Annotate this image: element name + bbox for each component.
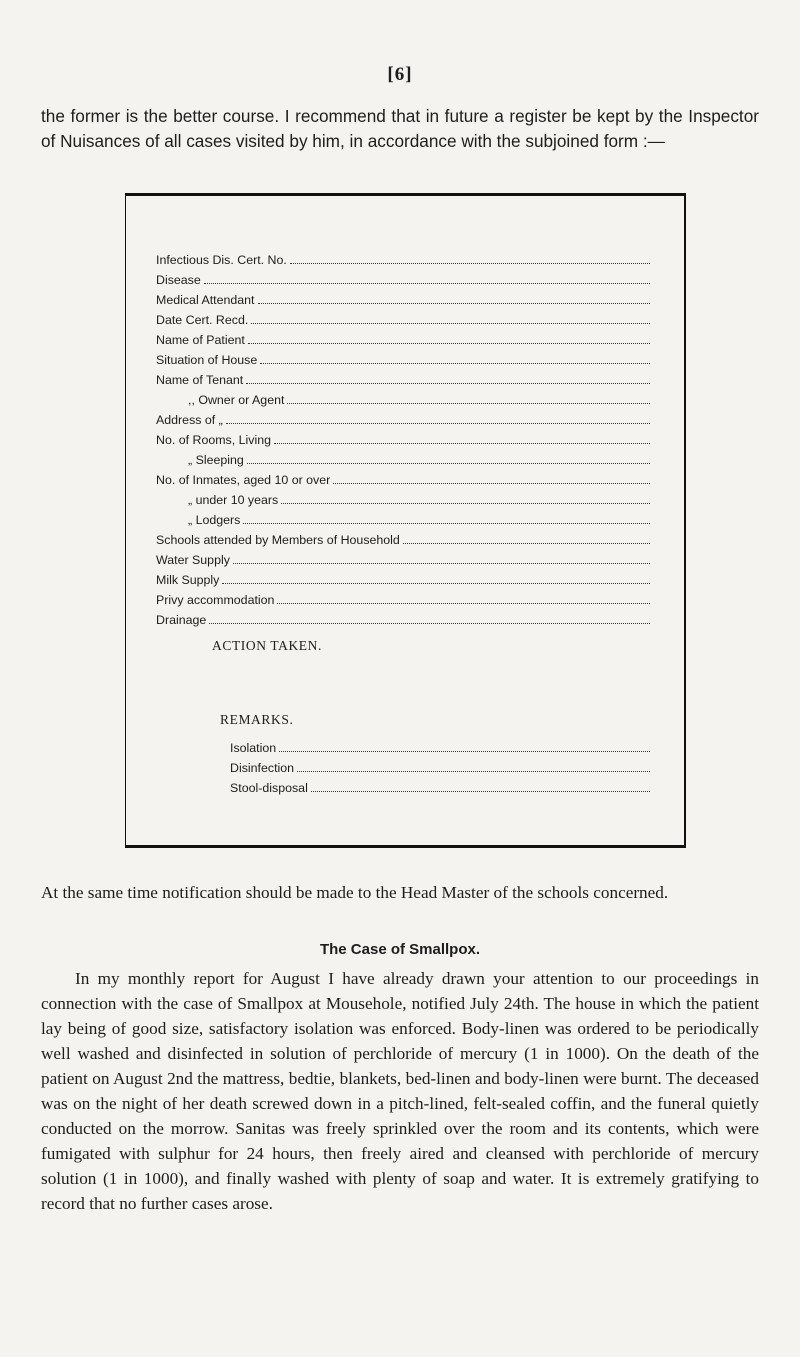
page-number: [6] xyxy=(387,64,413,85)
form-field-water-supply xyxy=(156,547,650,567)
form-field-lodgers xyxy=(188,507,650,527)
dotted-line xyxy=(279,750,650,752)
dotted-line xyxy=(251,322,650,324)
field-label: „ under 10 years xyxy=(188,493,279,507)
remarks-field-stool-disposal xyxy=(230,775,650,795)
intro-paragraph: the former is the better course. I recommend that in future a register be kept by the Inspector of Nuisances of all cases visited by him, in accordance with the subjoined form :— xyxy=(41,106,759,151)
remarks-field-isolation xyxy=(230,735,650,755)
field-label: Name of Tenant xyxy=(156,373,244,387)
section-title: The Case of Smallpox. xyxy=(319,941,481,958)
action-taken-heading: ACTION TAKEN. xyxy=(212,638,322,653)
dotted-line xyxy=(333,482,650,484)
field-label: Isolation xyxy=(230,741,277,755)
form-field-address-of xyxy=(156,407,650,427)
form-field-date-cert xyxy=(156,307,650,327)
dotted-line xyxy=(274,442,650,444)
field-label: ,, Owner or Agent xyxy=(188,393,285,407)
dotted-line xyxy=(222,582,650,584)
field-label: Address of „ xyxy=(156,413,223,427)
field-label: No. of Rooms, Living xyxy=(156,433,272,447)
dotted-line xyxy=(281,502,650,504)
field-label: Name of Patient xyxy=(156,333,245,347)
field-label: No. of Inmates, aged 10 or over xyxy=(156,473,331,487)
dotted-line xyxy=(247,462,650,464)
form-field-situation-of-house xyxy=(156,347,650,367)
form-field-inmates-under-10 xyxy=(188,487,650,507)
dotted-line xyxy=(258,302,650,304)
form-field-rooms-sleeping xyxy=(188,447,650,467)
field-label: Medical Attendant xyxy=(156,293,255,307)
remarks-field-disinfection xyxy=(230,755,650,775)
after-form-paragraph: At the same time notification should be made to the Head Master of the schools concerned. xyxy=(41,883,669,902)
field-label: Situation of House xyxy=(156,353,258,367)
dotted-line xyxy=(248,342,650,344)
form-field-name-of-tenant xyxy=(156,367,650,387)
field-label: Milk Supply xyxy=(156,573,220,587)
field-label: Date Cert. Recd. xyxy=(156,313,249,327)
dotted-line xyxy=(311,790,650,792)
dotted-line xyxy=(246,382,650,384)
dotted-line xyxy=(226,422,650,424)
remarks-heading: REMARKS. xyxy=(220,712,294,727)
form-field-drainage xyxy=(156,607,650,627)
field-label: Disinfection xyxy=(230,761,295,775)
field-label: Disease xyxy=(156,273,201,287)
form-field-name-of-patient xyxy=(156,327,650,347)
field-label: Schools attended by Members of Household xyxy=(156,533,400,547)
field-label: „ Lodgers xyxy=(188,513,241,527)
field-label: Infectious Dis. Cert. No. xyxy=(156,253,287,267)
field-label: Stool-disposal xyxy=(230,781,308,795)
dotted-line xyxy=(287,402,650,404)
field-label: Drainage xyxy=(156,613,207,627)
form-field-rooms-living xyxy=(156,427,650,447)
dotted-line xyxy=(290,262,650,264)
form-field-cert-no xyxy=(156,247,650,267)
field-label: „ Sleeping xyxy=(188,453,244,467)
dotted-line xyxy=(297,770,650,772)
dotted-line xyxy=(260,362,650,364)
form-field-owner-or-agent xyxy=(188,387,650,407)
form-field-schools-attended xyxy=(156,527,650,547)
dotted-line xyxy=(243,522,650,524)
form-field-disease xyxy=(156,267,650,287)
dotted-line xyxy=(209,622,650,624)
field-label: Water Supply xyxy=(156,553,230,567)
form-field-privy-accommodation xyxy=(156,587,650,607)
form-field-inmates-10-or-over xyxy=(156,467,650,487)
dotted-line xyxy=(233,562,650,564)
body-paragraph: In my monthly report for August I have already drawn your attention to our proceedings in connection with the case of Smallpox at Mousehole, notified July 24th. The house in which the patient lay being of good size, satisfactory isolation was enforced. Body-linen was ordered to be periodically well washed and disinfected in solution of perchloride of mercury (1 in 1000). On the death of the patient on August 2nd the mattress, bedtie, blankets, bed-linen and body-linen were burnt. The deceased was on the night of her death screwed down in a pitch-lined, felt-sealed coffin, and the funeral quietly conducted on the morrow. Sanitas was freely sprinkled over the room and its contents, which were fumigated with sulphur for 24 hours, then freely aired and cleansed with perchloride of mercury solution (1 in 1000), and finally washed with plenty of soap and water. It is extremely gratifying to record that no further cases arose. xyxy=(41,969,759,1213)
dotted-line xyxy=(403,542,650,544)
register-form xyxy=(125,193,686,848)
field-label: Privy accommodation xyxy=(156,593,275,607)
form-field-medical-attendant xyxy=(156,287,650,307)
form-field-milk-supply xyxy=(156,567,650,587)
dotted-line xyxy=(277,602,650,604)
dotted-line xyxy=(204,282,650,284)
